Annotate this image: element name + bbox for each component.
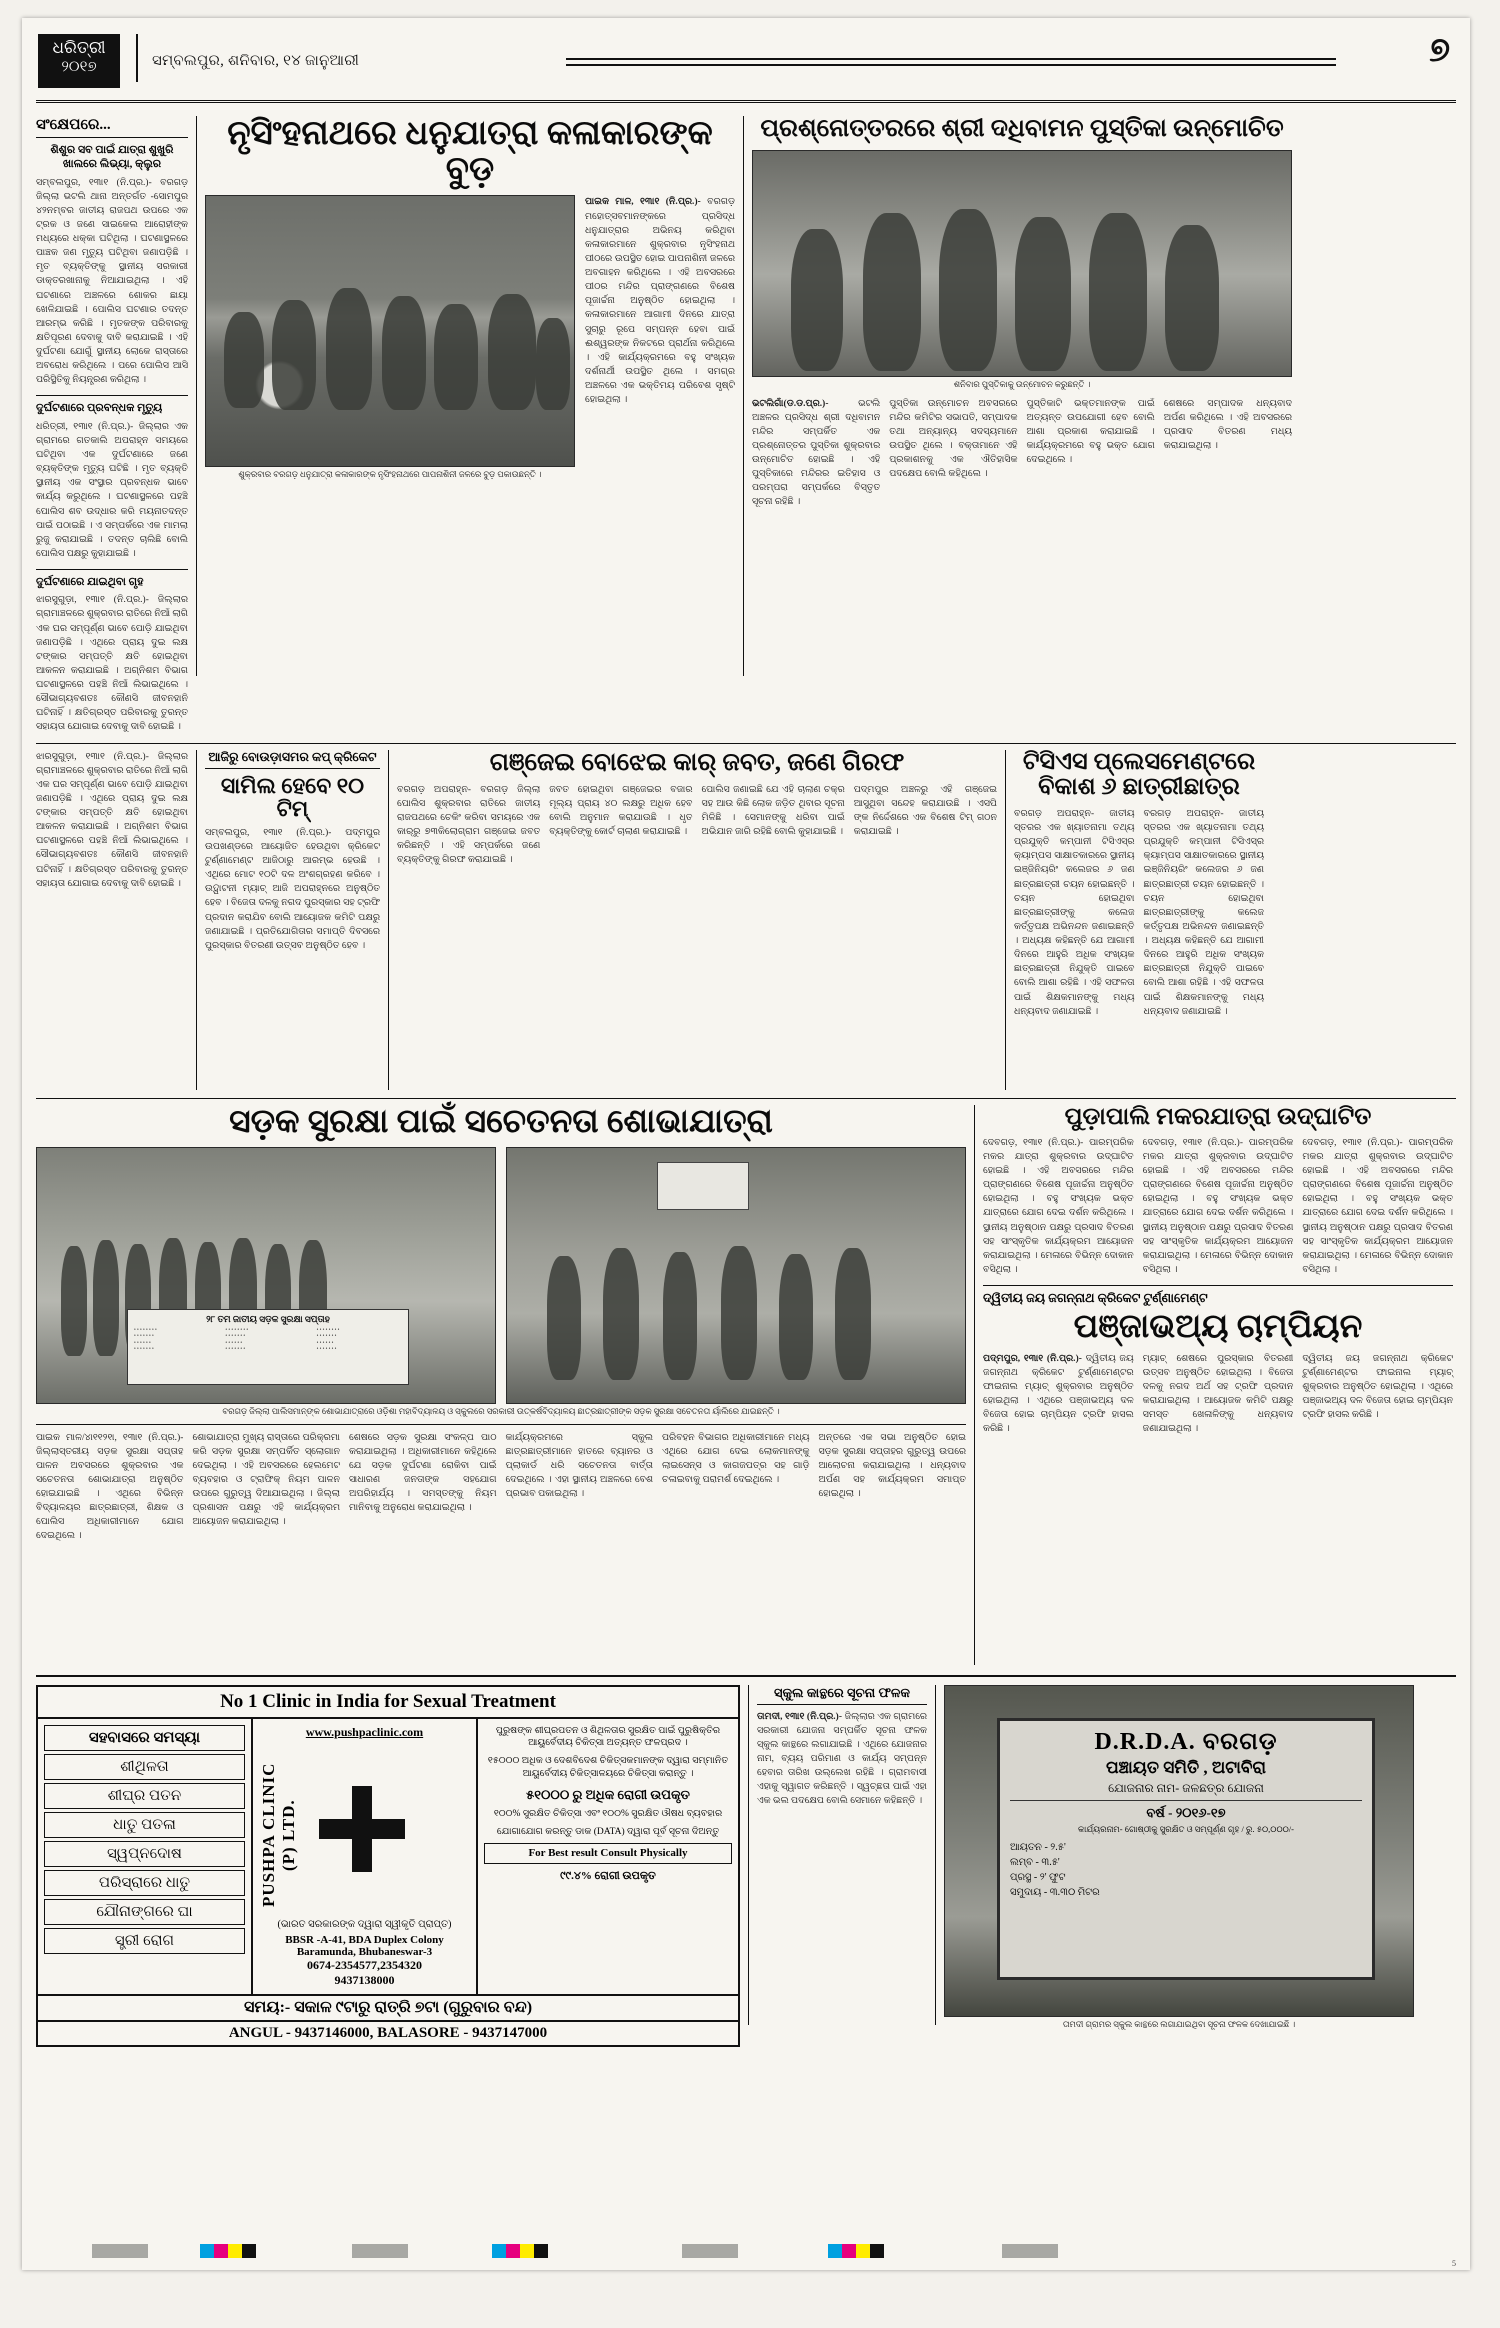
ad-clinic-name-vertical: PUSHPA CLINIC (P) LTD. <box>259 1762 298 1907</box>
board-photo <box>944 1685 1414 2017</box>
cricket-headline: ସାମିଲ ହେବେ ୧୦ ଟିମ୍ <box>220 772 365 821</box>
top-right-story <box>752 116 1292 735</box>
bottom-right-dateline: ତାମଦୀ, ୧୩ା୧ (ନି.ପ୍ର.)- <box>757 1711 843 1722</box>
lead-dateline: ପାଇକ ମାଳ, ୧୩ା୧ (ନି.ପ୍ର.)- <box>585 197 701 208</box>
ad-branches[interactable]: ANGUL - 9437146000, BALASORE - 9437147000 <box>38 2020 738 2045</box>
ad-symptom-4: ସ୍ୱପ୍ନଦୋଷ <box>44 1841 245 1867</box>
jagannath-kicker: ଦ୍ୱିତୀୟ ଜୟ ଜଗନ୍ନାଥ କ୍ରିକେଟ ଟୁର୍ଣ୍ଣାମେଣ୍ଟ <box>983 1285 1453 1306</box>
page-sheet <box>22 18 1470 2270</box>
masthead-rule <box>566 58 1336 66</box>
reg-dot-yellow-1 <box>228 2244 242 2258</box>
medical-cross-icon <box>319 1786 405 1872</box>
reg-dot-yellow-3 <box>856 2244 870 2258</box>
ad-timing: ସମୟ:- ସକାଳ ୯ଟାରୁ ରାତ୍ରି ୭ଟା (ଗୁରୁବାର ବନ୍ଦ) <box>38 1994 738 2020</box>
rally-photo-caption: ବରଗଡ଼ ଜିଲ୍ଲା ପାଲିସମାନ୍‌ଙ୍କ ଶୋଭାଯାତ୍ରାରେ ଓଡ଼ିଶା ମହାବିଦ୍ୟାଳୟ ଓ ସ୍କୁଲରେ ସରକାରୀ ଉତ୍କର୍ଷବିଦ୍ୟାଳୟ ଛାତ୍ରଛାତ୍ରୀଙ୍କ ସଡ଼କ ସୁରକ୍ଷା ସଚେତନତା ର୍ୟାଲିରେ ଯାଇଛନ୍ତି । <box>222 1407 780 1417</box>
section-rule-2 <box>36 1098 1456 1099</box>
ganja-col-4: ପଦ୍ମପୁର ଅଞ୍ଚଳରୁ ଏହି ଗଞ୍ଜେଇ ଆସୁଥିବା ସନ୍ଦେହ କରାଯାଉଛି । ଏସପି ଙ୍କ ନିର୍ଦ୍ଦେଶରେ ଏକ ବିଶେଷ ଟିମ୍ ଗଠନ କରାଯାଇଛି । <box>853 784 997 838</box>
ad-symptom-3: ଧାତୁ ପତଳା <box>44 1812 245 1838</box>
jagannath-col-1: ଦ୍ୱିତୀୟ ଜୟ ଜଗନ୍ନାଥ କ୍ରିକେଟ ଟୁର୍ଣ୍ଣାମେଣ୍ଟର ଫାଇନାଲ ମ୍ୟାଚ୍ ଶୁକ୍ରବାର ଅନୁଷ୍ଠିତ ହୋଇଥିଲା । ଏଥିରେ ପଞ୍ଜାଭଅ୍ୟ ଦଳ ବିଜେତା ହୋଇ ଚାମ୍ପିୟନ ଟ୍ରଫି ହାସଲ କରିଛି । <box>983 1353 1134 1435</box>
lead-photo <box>205 195 575 467</box>
ad-symptom-5: ପରିସ୍ରାରେ ଧାତୁ <box>44 1870 245 1896</box>
reg-dot-black-3 <box>870 2244 884 2258</box>
reg-dot-black-1 <box>242 2244 256 2258</box>
ad-phones[interactable]: 0674-2354577,2354320 <box>307 1957 422 1972</box>
top-right-photo-caption: ଶନିବାର ପୁସ୍ତିକାକୁ ଉନ୍ମୋଚନ କରୁଛନ୍ତି । <box>953 380 1091 390</box>
jagannath-col-2: ମ୍ୟାଚ୍ ଶେଷରେ ପୁରସ୍କାର ବିତରଣୀ ଉତ୍ସବ ଅନୁଷ୍ଠିତ ହୋଇଥିଲା । ବିଜେତା ଦଳକୁ ନଗଦ ଅର୍ଥ ସହ ଟ୍ରଫି ପ୍ରଦାନ କରାଯାଇଥିଲା । ଆୟୋଜକ କମିଟି ପକ୍ଷରୁ ସମସ୍ତ ଖେଳାଳିଙ୍କୁ ଧନ୍ୟବାଦ ଜଣାଯାଇଥିଲା । <box>1142 1353 1294 1435</box>
rally-photo-left: ୨୮ ତମ ଜାତୀୟ ସଡ଼କ ସୁରକ୍ଷା ସପ୍ତାହ • • • • • • • • • • • • • • • • • • • • • • • • • • • • • • • • • • • • • • • • • • • • • • • • • • • • • • • • • • • • • • • • • • • • • • • • • • • • • • • • • • • • <box>36 1147 496 1404</box>
board-line-9: ସମୁଦାୟ - ୩.୩୦ ମିଟର <box>1010 1886 1100 1898</box>
lead-text: ବରଗଡ଼ ମହୋତ୍ସବମାନଙ୍କରେ ପ୍ରସିଦ୍ଧ ଧନୁଯାତ୍ରାର ଅଭିନୟ କରିଥିବା କଳାକାରମାନେ ଶୁକ୍ରବାର ନୃସିଂହନାଥ ପୀଠରେ ଉପସ୍ଥିତ ହୋଇ ପାପନାଶିନୀ ଜଳରେ ଅବଗାହନ କରିଥିଲେ । ଏହି ଅବସରରେ ପୀଠର ମନ୍ଦିର ପ୍ରାଙ୍ଗଣରେ ବିଶେଷ ପୂଜାର୍ଚ୍ଚନା ଅନୁଷ୍ଠିତ ହୋଇଥିଲା । କଳାକାରମାନେ ଆଗାମୀ ଦିନରେ ଯାତ୍ରା ସୁଚାରୁ ରୂପେ ସମ୍ପନ୍ନ ହେବା ପାଇଁ ଈଶ୍ୱରଙ୍କ ନିକଟରେ ପ୍ରାର୍ଥନା କରିଥିଲେ । ଏହି କାର୍ଯ୍ୟକ୍ରମରେ ବହୁ ସଂଖ୍ୟକ ଦର୍ଶନାର୍ଥୀ ଉପସ୍ଥିତ ଥିଲେ । ସମଗ୍ର ଅଞ୍ଚଳରେ ଏକ ଭକ୍ତିମୟ ପରିବେଶ ସୃଷ୍ଟି ହୋଇଥିଲା । <box>585 197 735 406</box>
print-registration-bars <box>22 2244 1470 2260</box>
top-right-headline: ପ୍ରଶ୍ନୋତ୍ତରରେ ଶ୍ରୀ ଦଧିବାମନ ପୁସ୍ତିକା ଉନ୍ମୋଚିତ <box>760 115 1284 142</box>
reg-dot-cyan-1 <box>200 2244 214 2258</box>
tcs-headline: ଟିସିଏସ ପ୍ଲେସମେଣ୍ଟରେ ବିକାଶ ୬ ଛାତ୍ରୀଛାତ୍ର <box>1022 748 1256 800</box>
ad-right-1: ପୁରୁଷଙ୍କ ଶୀଘ୍ରପତନ ଓ ଶିଥିଳତାର ସୁରକ୍ଷିତ ପାଇଁ ପୁରୁଷିକ୍ତିର ଆୟୁର୍ବେଦୀୟ ଚିକିତ୍ସା ଅତ୍ୟନ୍ତ ଫଳପ୍ରଦ । <box>495 1725 721 1749</box>
column-rule-5 <box>1005 750 1006 1090</box>
makar-col-2: ଦେବଗଡ଼, ୧୩ା୧ (ନି.ପ୍ର.)- ପାରମ୍ପରିକ ମକର ଯାତ୍ରା ଶୁକ୍ରବାର ଉଦ୍‌ଘାଟିତ ହୋଇଛି । ଏହି ଅବସରରେ ମନ୍ଦିର ପ୍ରାଙ୍ଗଣରେ ବିଶେଷ ପୂଜାର୍ଚ୍ଚନା ଅନୁଷ୍ଠିତ ହୋଇଥିଲା । ବହୁ ସଂଖ୍ୟକ ଭକ୍ତ ଯାତ୍ରାରେ ଯୋଗ ଦେଇ ଦର୍ଶନ କରିଥିଲେ । ସ୍ଥାନୀୟ ଅନୁଷ୍ଠାନ ପକ୍ଷରୁ ପ୍ରସାଦ ବିତରଣ ସହ ସାଂସ୍କୃତିକ କାର୍ଯ୍ୟକ୍ରମ ଆୟୋଜନ କରାଯାଇଥିଲା । ମେଳାରେ ବିଭିନ୍ନ ଦୋକାନ ବସିଥିଲା । <box>1142 1137 1294 1275</box>
board-line-3: ଯୋଜନାର ନାମ- ଜଳଛତ୍ର ଯୋଜନା <box>1010 1781 1362 1801</box>
ad-best-result: For Best result Consult Physically <box>484 1843 732 1864</box>
column-rule-2 <box>743 116 744 676</box>
brief-column <box>36 116 196 735</box>
rally-headline: ସଡ଼କ ସୁରକ୍ଷା ପାଇଁ ସଚେତନତା ଶୋଭାଯାତ୍ରା <box>229 1103 773 1140</box>
ad-symptom-6: ଯୌନାଙ୍ଗରେ ଘା <box>44 1899 245 1925</box>
rally-photo-right <box>506 1147 966 1404</box>
reg-bar-gray-1 <box>92 2244 148 2258</box>
logo-line-1: ଧରିତ୍ରୀ <box>52 38 106 57</box>
jagannath-dateline: ପଦ୍ମପୁର, ୧୩ା୧ (ନି.ପ୍ର.)- <box>983 1353 1083 1364</box>
reg-bar-gray-4 <box>1002 2244 1058 2258</box>
brief-text-2: ଧରିତ୍ରୀ, ୧୩ା୧ (ନି.ପ୍ର.)- ଜିଲ୍ଲାର ଏକ ଗ୍ରାମରେ ଗତକାଲି ଅପରାହ୍ନ ସମୟରେ ଘଟିଥିବା ଏକ ଦୁର୍ଘଟଣାରେ ଜଣେ ବ୍ୟକ୍ତିଙ୍କ ମୃତ୍ୟୁ ଘଟିଛି । ମୃତ ବ୍ୟକ୍ତି ସ୍ଥାନୀୟ ଏକ ସଂସ୍ଥାର ପ୍ରବନ୍ଧକ ଭାବେ କାର୍ଯ୍ୟ କରୁଥିଲେ । ଘଟଣାସ୍ଥଳରେ ପହଞ୍ଚି ପୋଲିସ ଶବ ଉଦ୍ଧାର କରି ମୟନାତଦନ୍ତ ପାଇଁ ପଠାଇଛି । ଏ ସମ୍ପର୍କରେ ଏକ ମାମଲା ରୁଜୁ କରାଯାଇଛି । ତଦନ୍ତ ଚାଲିଛି ବୋଲି ପୋଲିସ ପକ୍ଷରୁ କୁହାଯାଇଛି । <box>36 421 188 559</box>
advertisement <box>36 1685 740 2047</box>
ad-symptom-2: ଶୀଘ୍ର ପତନ <box>44 1783 245 1809</box>
rally-story <box>36 1105 974 1665</box>
masthead <box>36 28 1456 103</box>
board-line-4: ବର୍ଷ - ୨୦୧୬-୧୭ <box>1146 1804 1226 1820</box>
cricket-text: ସମ୍ବଲପୁର, ୧୩ା୧ (ନି.ପ୍ର.)- ପଦ୍ମପୁର ଉପଖଣ୍ଡରେ ଆୟୋଜିତ ହେଉଥିବା କ୍ରିକେଟ ଟୁର୍ଣ୍ଣାମେଣ୍ଟ ଆଜିଠାରୁ ଆରମ୍ଭ ହେଉଛି । ଏଥିରେ ମୋଟ ୧୦ଟି ଦଳ ଅଂଶଗ୍ରହଣ କରିବେ । ଉଦ୍ଘାଟନୀ ମ୍ୟାଚ୍‌ ଆଜି ଅପରାହ୍ନରେ ଅନୁଷ୍ଠିତ ହେବ । ବିଜେତା ଦଳକୁ ନଗଦ ପୁରସ୍କାର ସହ ଟ୍ରଫି ପ୍ରଦାନ କରାଯିବ ବୋଲି ଆୟୋଜକ କମିଟି ପକ୍ଷରୁ ଜଣାଯାଇଛି । ପ୍ରତିଯୋଗିତାର ସମାପ୍ତି ଦିବସରେ ପୁରସ୍କାର ବିତରଣୀ ଉତ୍ସବ ଅନୁଷ୍ଠିତ ହେବ । <box>205 827 380 951</box>
brief-section-label: ସଂକ୍ଷେପରେ... <box>36 116 188 138</box>
brief-text-3: ଝାରସୁଗୁଡ଼ା, ୧୩ା୧ (ନି.ପ୍ର.)- ଜିଲ୍ଲାର ଗ୍ରାମାଞ୍ଚଳରେ ଶୁକ୍ରବାର ରାତିରେ ନିଆଁ ଲାଗି ଏକ ଘର ସମ୍ପୂର୍ଣ୍ଣ ଭାବେ ପୋଡ଼ି ଯାଇଥିବା ଜଣାପଡ଼ିଛି । ଏଥିରେ ପ୍ରାୟ ଦୁଇ ଲକ୍ଷ ଟଙ୍କାର ସମ୍ପତ୍ତି କ୍ଷତି ହୋଇଥିବା ଆକଳନ କରାଯାଇଛି । ଅଗ୍ନିଶମ ବିଭାଗ ଘଟଣାସ୍ଥଳରେ ପହଞ୍ଚି ନିଆଁ ଲିଭାଇଥିଲେ । ସୌଭାଗ୍ୟବଶତଃ କୌଣସି ଜୀବନହାନି ଘଟିନାହିଁ । କ୍ଷତିଗ୍ରସ୍ତ ପରିବାରକୁ ତୁରନ୍ତ ସହାୟତା ଯୋଗାଇ ଦେବାକୁ ଦାବି ହୋଇଛି । <box>36 595 188 733</box>
top-right-dateline: ଭଟଲିଗାଁ(ଡ.ଡ.ପ୍ର.)- <box>752 398 829 409</box>
rally-banner-text: ୨୮ ତମ ଜାତୀୟ ସଡ଼କ ସୁରକ୍ଷା ସପ୍ତାହ <box>206 1314 330 1325</box>
masthead-dateline: ସମ୍ବଲପୁର, ଶନିବାର, ୧୪ ଜାନୁଆରୀ <box>152 53 360 69</box>
jagannath-headline: ପଞ୍ଜାଭଅ୍ୟ ଚାମ୍ପିୟନ <box>1073 1309 1363 1345</box>
ganja-col-2: ଜବତ ହୋଇଥିବା ଗଞ୍ଜେଇର ବଜାର ମୂଲ୍ୟ ପ୍ରାୟ ୪୦ ଲକ୍ଷରୁ ଅଧିକ ହେବ ବୋଲି ଅନୁମାନ କରାଯାଉଛି । ଧୃତ ବ୍ୟକ୍ତିଙ୍କୁ କୋର୍ଟ ଚାଲାଣ କରାଯାଇଛି । <box>549 784 693 838</box>
ganja-col-1: ବରଗଡ଼ ଅପରାହ୍ନ- ବରଗଡ଼ ଜିଲ୍ଲା ପୋଲିସ ଶୁକ୍ରବାର ରାତିରେ ଜାତୀୟ ରାଜପଥରେ ଚେକିଂ କରିବା ସମୟରେ ଏକ କାର୍‌ରୁ ୭୩କିଲୋଗ୍ରାମ ଗଞ୍ଜେଇ ଜବତ କରିଛନ୍ତି । ଏହି ସମ୍ପର୍କରେ ଜଣେ ବ୍ୟକ୍ତିଙ୍କୁ ଗିରଫ କରାଯାଇଛି । <box>397 784 541 866</box>
makar-col-3: ଦେବଗଡ଼, ୧୩ା୧ (ନି.ପ୍ର.)- ପାରମ୍ପରିକ ମକର ଯାତ୍ରା ଶୁକ୍ରବାର ଉଦ୍‌ଘାଟିତ ହୋଇଛି । ଏହି ଅବସରରେ ମନ୍ଦିର ପ୍ରାଙ୍ଗଣରେ ବିଶେଷ ପୂଜାର୍ଚ୍ଚନା ଅନୁଷ୍ଠିତ ହୋଇଥିଲା । ବହୁ ସଂଖ୍ୟକ ଭକ୍ତ ଯାତ୍ରାରେ ଯୋଗ ଦେଇ ଦର୍ଶନ କରିଥିଲେ । ସ୍ଥାନୀୟ ଅନୁଷ୍ଠାନ ପକ୍ଷରୁ ପ୍ରସାଦ ବିତରଣ ସହ ସାଂସ୍କୃତିକ କାର୍ଯ୍ୟକ୍ରମ ଆୟୋଜନ କରାଯାଇଥିଲା । ମେଳାରେ ବିଭିନ୍ନ ଦୋକାନ ବସିଥିଲା । <box>1302 1137 1454 1275</box>
top-right-col-3: ପୁସ୍ତିକାଟି ଭକ୍ତମାନଙ୍କ ପାଇଁ ଅତ୍ୟନ୍ତ ଉପଯୋଗୀ ହେବ ବୋଲି ଆଶା ପ୍ରକାଶ କରାଯାଇଛି । କାର୍ଯ୍ୟକ୍ରମରେ ବହୁ ଭକ୍ତ ଯୋଗ ଦେଇଥିଲେ । <box>1026 398 1155 466</box>
lead-headline: ନୃସିଂହନାଥରେ ଧନୁଯାତ୍ରା କଳାକାରଙ୍କ ବୁଡ଼ <box>227 115 713 188</box>
reg-dot-black-2 <box>534 2244 548 2258</box>
ad-right-3: ୫୧୦୦୦ ରୁ ଅଧିକ ରୋଗୀ ଉପକୃତ <box>526 1786 690 1802</box>
page-footer-marker: 5 <box>1452 2259 1456 2268</box>
ad-symptom-1: ଶୀଥିଳତା <box>44 1754 245 1780</box>
reg-bar-gray-2 <box>352 2244 408 2258</box>
rally-col-2: ଶୋଭାଯାତ୍ରା ମୁଖ୍ୟ ରାସ୍ତାରେ ପରିକ୍ରମା କରି ସଡ଼କ ସୁରକ୍ଷା ସମ୍ପର୍କିତ ସ୍ଲୋଗାନ ଦେଇଥିଲା । ଏହି ଅବସରରେ ହେଲମେଟ ବ୍ୟବହାର ଓ ଟ୍ରାଫିକ୍ ନିୟମ ପାଳନ ଉପରେ ଗୁରୁତ୍ୱ ଦିଆଯାଇଥିଲା । ଜିଲ୍ଲା ପ୍ରଶାସନ ପକ୍ଷରୁ ଏହି କାର୍ଯ୍ୟକ୍ରମ ଆୟୋଜନ କରାଯାଇଥିଲା । <box>192 1432 340 1528</box>
right-stack <box>983 1105 1453 1665</box>
column-rule-1 <box>196 116 197 676</box>
column-rule-6 <box>974 1105 975 1665</box>
board-line-2: ପଞ୍ଚାୟତ ସମିତି , ଅଟାବିରା <box>1105 1757 1267 1777</box>
ganja-col-3: ପୋଲିସ ଜଣାଇଛି ଯେ ଏହି ଚାଲାଣ ଚକ୍ର ସହ ଆଉ କିଛି ଲୋକ ଜଡ଼ିତ ଥିବାର ସୂଚନା ମିଳିଛି । ସେମାନଙ୍କୁ ଧରିବା ପାଇଁ ଅଭିଯାନ ଜାରି ରହିଛି ବୋଲି କୁହାଯାଇଛି । <box>701 784 845 838</box>
top-right-col-4: ଶେଷରେ ସମ୍ପାଦକ ଧନ୍ୟବାଦ ଅର୍ପଣ କରିଥିଲେ । ଏହି ଅବସରରେ ପ୍ରସାଦ ବିତରଣ ମଧ୍ୟ କରାଯାଇଥିଲା । <box>1163 398 1292 451</box>
ad-right-4: ୧୦୦% ସୁରକ୍ଷିତ ଚିକିତ୍ସା ଏବଂ ୧୦୦% ସୁରକ୍ଷିତ ଔଷଧ ବ୍ୟବହାର <box>493 1809 723 1820</box>
reg-dot-cyan-2 <box>492 2244 506 2258</box>
ganja-headline: ଗଞ୍ଜେଇ ବୋଝେଇ କାର୍ ଜବତ, ଜଣେ ଗିରଫ <box>489 748 905 776</box>
makar-col-1: ଦେବଗଡ଼, ୧୩ା୧ (ନି.ପ୍ର.)- ପାରମ୍ପରିକ ମକର ଯାତ୍ରା ଶୁକ୍ରବାର ଉଦ୍‌ଘାଟିତ ହୋଇଛି । ଏହି ଅବସରରେ ମନ୍ଦିର ପ୍ରାଙ୍ଗଣରେ ବିଶେଷ ପୂଜାର୍ଚ୍ଚନା ଅନୁଷ୍ଠିତ ହୋଇଥିଲା । ବହୁ ସଂଖ୍ୟକ ଭକ୍ତ ଯାତ୍ରାରେ ଯୋଗ ଦେଇ ଦର୍ଶନ କରିଥିଲେ । ସ୍ଥାନୀୟ ଅନୁଷ୍ଠାନ ପକ୍ଷରୁ ପ୍ରସାଦ ବିତରଣ ସହ ସାଂସ୍କୃତିକ କାର୍ଯ୍ୟକ୍ରମ ଆୟୋଜନ କରାଯାଇଥିଲା । ମେଳାରେ ବିଭିନ୍ନ ଦୋକାନ ବସିଥିଲା । <box>983 1137 1134 1275</box>
jagannath-col-3: ଦ୍ୱିତୀୟ ଜୟ ଜଗନ୍ନାଥ କ୍ରିକେଟ ଟୁର୍ଣ୍ଣାମେଣ୍ଟର ଫାଇନାଲ ମ୍ୟାଚ୍ ଶୁକ୍ରବାର ଅନୁଷ୍ଠିତ ହୋଇଥିଲା । ଏଥିରେ ପଞ୍ଜାଭଅ୍ୟ ଦଳ ବିଜେତା ହୋଇ ଚାମ୍ପିୟନ ଟ୍ରଫି ହାସଲ କରିଛି । <box>1302 1353 1454 1421</box>
reg-dot-magenta-3 <box>842 2244 856 2258</box>
cricket-kicker: ଆଜିରୁ ବୋଉଡ଼ାସମର କପ୍‌ କ୍ରିକେଟ <box>205 750 380 769</box>
board-line-1: D.R.D.A. ବରଗଡ଼ <box>1094 1728 1278 1755</box>
tcs-col-2: ବରଗଡ଼ ଅପରାହ୍ନ- ଜାତୀୟ ସ୍ତରର ଏକ ଖ୍ୟାତନାମା ତଥ୍ୟ ପ୍ରଯୁକ୍ତି କମ୍ପାନୀ ଟିସିଏସ୍‌ର କ୍ୟାମ୍ପସ ସାକ୍ଷାତକାରରେ ସ୍ଥାନୀୟ ଇଞ୍ଜିନିୟରିଂ କଲେଜର ୬ ଜଣ ଛାତ୍ରଛାତ୍ରୀ ଚୟନ ହୋଇଛନ୍ତି । ଚୟନ ହୋଇଥିବା ଛାତ୍ରଛାତ୍ରୀଙ୍କୁ କଲେଜ କର୍ତ୍ତୃପକ୍ଷ ଅଭିନନ୍ଦନ ଜଣାଇଛନ୍ତି । ଅଧ୍ୟକ୍ଷ କହିଛନ୍ତି ଯେ ଆଗାମୀ ଦିନରେ ଆହୁରି ଅଧିକ ସଂଖ୍ୟକ ଛାତ୍ରଛାତ୍ରୀ ନିଯୁକ୍ତି ପାଇବେ ବୋଲି ଆଶା ରହିଛି । ଏହି ସଫଳତା ପାଇଁ ଶିକ୍ଷକମାନଙ୍କୁ ମଧ୍ୟ ଧନ୍ୟବାଦ ଜଣାଯାଇଛି । <box>1143 808 1264 1017</box>
ad-tagline: (ଭାରତ ସରକାରଙ୍କ ଦ୍ୱାରା ସ୍ୱୀକୃତି ପ୍ରାପ୍ତ) <box>277 1918 452 1930</box>
photo-figures <box>206 196 574 466</box>
column-rule-7 <box>748 1685 749 2025</box>
ad-right-6: ୯୯.୪% ରୋଗୀ ଉପକୃତ <box>560 1870 656 1883</box>
ad-title: No 1 Clinic in India for Sexual Treatment <box>38 1687 738 1719</box>
rally-rule <box>36 1424 966 1425</box>
reg-dot-yellow-2 <box>520 2244 534 2258</box>
lead-photo-caption: ଶୁକ୍ରବାର ବରଗଡ଼ ଧନୁଯାତ୍ରା କଳାକାରଙ୍କ ନୃସିଂହନାଥରେ ପାପନାଶିନୀ ଜଳରେ ବୁଡ଼ ପକାଉଛନ୍ତି । <box>238 470 542 480</box>
mid-left-spacer <box>36 750 196 1090</box>
board-line-8: ପ୍ରସ୍ଥ - ୨' ଫୁଟ <box>1010 1871 1066 1883</box>
masthead-divider <box>136 34 138 82</box>
photo-figures-2 <box>753 151 1291 376</box>
tcs-col-1: ବରଗଡ଼ ଅପରାହ୍ନ- ଜାତୀୟ ସ୍ତରର ଏକ ଖ୍ୟାତନାମା ତଥ୍ୟ ପ୍ରଯୁକ୍ତି କମ୍ପାନୀ ଟିସିଏସ୍‌ର କ୍ୟାମ୍ପସ ସାକ୍ଷାତକାରରେ ସ୍ଥାନୀୟ ଇଞ୍ଜିନିୟରିଂ କଲେଜର ୬ ଜଣ ଛାତ୍ରଛାତ୍ରୀ ଚୟନ ହୋଇଛନ୍ତି । ଚୟନ ହୋଇଥିବା ଛାତ୍ରଛାତ୍ରୀଙ୍କୁ କଲେଜ କର୍ତ୍ତୃପକ୍ଷ ଅଭିନନ୍ଦନ ଜଣାଇଛନ୍ତି । ଅଧ୍ୟକ୍ଷ କହିଛନ୍ତି ଯେ ଆଗାମୀ ଦିନରେ ଆହୁରି ଅଧିକ ସଂଖ୍ୟକ ଛାତ୍ରଛାତ୍ରୀ ନିଯୁକ୍ତି ପାଇବେ ବୋଲି ଆଶା ରହିଛି । ଏହି ସଫଳତା ପାଇଁ ଶିକ୍ଷକମାନଙ୍କୁ ମଧ୍ୟ ଧନ୍ୟବାଦ ଜଣାଯାଇଛି । <box>1014 808 1135 1017</box>
column-rule-4 <box>388 750 389 1090</box>
tcs-story <box>1014 750 1264 1090</box>
section-rule-1 <box>36 743 1456 744</box>
ad-website[interactable]: www.pushpaclinic.com <box>305 1724 424 1739</box>
section-rule-3 <box>36 1675 1456 1677</box>
board-photo-block <box>944 1685 1414 2047</box>
brief-text-1: ସମ୍ବଲପୁର, ୧୩ା୧ (ନି.ପ୍ର.)- ବରଗଡ଼ ଜିଲ୍ଲା ଭଟଲି ଥାନା ଅନ୍ତର୍ଗତ -ସୋମପୁର ୪୨ନମ୍ବର ଜାତୀୟ ରାଜପଥ ଉପରେ ଏକ ଟ୍ରକ ଓ ଜଣେ ସାଇକେଲ ଆରୋହୀଙ୍କ ମଧ୍ୟରେ ଧକ୍କା ଘଟିଥିଲା । ଘଟଣାସ୍ଥଳରେ ପାଞ୍ଚକ ଜଣ ମୃତ୍ୟୁ ଘଟିଥିବା ଜଣାପଡ଼ିଛି । ମୃତ ବ୍ୟକ୍ତିଙ୍କୁ ସ୍ଥାନୀୟ ସରକାରୀ ଡାକ୍ତରଖାନାକୁ ନିଆଯାଇଥିଲା । ଏହି ଘଟଣାରେ ଅଞ୍ଚଳରେ ଶୋକର ଛାୟା ଖେଳିଯାଇଛି । ପୋଲିସ ଘଟଣାର ତଦନ୍ତ ଆରମ୍ଭ କରିଛି । ମୃତକଙ୍କ ପରିବାରକୁ କ୍ଷତିପୂରଣ ଦେବାକୁ ଦାବି କରାଯାଇଛି । ଏହି ଦୁର୍ଘଟଣା ଯୋଗୁଁ ସ୍ଥାନୀୟ ଲୋକେ ରାସ୍ତାରେ ଅବରୋଧ କରିଥିଲେ । ପରେ ପୋଲିସ ଆସି ପରିସ୍ଥିତିକୁ ନିୟନ୍ତ୍ରଣ କରିଥିଲା । <box>36 177 188 386</box>
reg-dot-magenta-1 <box>214 2244 228 2258</box>
bottom-right-text <box>757 1685 927 2047</box>
bottom-right-headline: ସ୍କୁଲ କାନ୍ଥରେ ସୂଚନା ଫଳକ <box>757 1685 927 1705</box>
ad-address-1: BBSR -A-41, BDA Duplex Colony <box>285 1933 444 1946</box>
bottom-right-body: ଜିଲ୍ଲାର ଏକ ଗ୍ରାମରେ ସରକାରୀ ଯୋଜନା ସମ୍ପର୍କିତ ସୂଚନା ଫଳକ ସ୍କୁଲ କାନ୍ଥରେ ଲଗାଯାଇଛି । ଏଥିରେ ଯୋଜନାର ନାମ, ବ୍ୟୟ ପରିମାଣ ଓ କାର୍ଯ୍ୟ ସମ୍ପନ୍ନ ହେବାର ତାରିଖ ଉଲ୍ଲେଖ ରହିଛି । ଗ୍ରାମବାସୀ ଏହାକୁ ସ୍ୱାଗତ କରିଛନ୍ତି । ସ୍ୱଚ୍ଛତା ପାଇଁ ଏହା ଏକ ଭଲ ପଦକ୍ଷେପ ବୋଲି ସେମାନେ କହିଛନ୍ତି । <box>757 1711 927 1807</box>
ad-right-2: ୧୫୦୦୦ ଅଧିକ ଓ ଦେଶବିଦେଶ ଚିକିତ୍ସକମାନଙ୍କ ଦ୍ୱାରା ସମ୍ମାନିତ ଆୟୁର୍ବେଦୀୟ ଚିକିତ୍ସାଳୟରେ ଚିକିତ୍ସା କରାନ୍ତୁ । <box>487 1756 729 1779</box>
board-photo-caption: ତାମଦୀ ଗ୍ରାମର ସ୍କୁଲ କାନ୍ଥରେ ଲଗାଯାଇଥିବା ସୂଚନା ଫଳକ ଦେଖାଯାଇଛି । <box>1062 2019 1296 2029</box>
board-line-5: କାର୍ଯ୍ୟରନାମ- ଗୋଷ୍ଠୀକୁ ସୁରକ୍ଷିତ ଓ ସମ୍ପୂର୍ଣ୍ଣ ଗୃହ / ରୁ. ୫୦,୦୦୦/- <box>1078 1823 1294 1834</box>
brief-headline-2: ଦୁର୍ଘଟଣାରେ ପ୍ରବନ୍ଧକ ମୃତ୍ୟୁ <box>36 395 188 415</box>
logo-line-2: ୨୦୧୭ <box>61 59 97 76</box>
reg-bar-gray-3 <box>682 2244 738 2258</box>
top-right-col-2: ପୁସ୍ତିକା ଉନ୍ମୋଚନ ଅବସରରେ ମନ୍ଦିର କମିଟିର ସଭାପତି, ସମ୍ପାଦକ ତଥା ଅନ୍ୟାନ୍ୟ ସଦସ୍ୟମାନେ ଉପସ୍ଥିତ ଥିଲେ । ବକ୍ତାମାନେ ଏହି ପ୍ରକାଶନକୁ ଏକ ଐତିହାସିକ ପଦକ୍ଷେପ ବୋଲି କହିଥିଲେ । <box>889 398 1018 480</box>
top-right-photo <box>752 150 1292 377</box>
ganja-story <box>397 750 997 1090</box>
page-number: ୭ <box>1429 32 1450 69</box>
brief-overflow-text: ଝାରସୁଗୁଡ଼ା, ୧୩ା୧ (ନି.ପ୍ର.)- ଜିଲ୍ଲାର ଗ୍ରାମାଞ୍ଚଳରେ ଶୁକ୍ରବାର ରାତିରେ ନିଆଁ ଲାଗି ଏକ ଘର ସମ୍ପୂର୍ଣ୍ଣ ଭାବେ ପୋଡ଼ି ଯାଇଥିବା ଜଣାପଡ଼ିଛି । ଏଥିରେ ପ୍ରାୟ ଦୁଇ ଲକ୍ଷ ଟଙ୍କାର ସମ୍ପତ୍ତି କ୍ଷତି ହୋଇଥିବା ଆକଳନ କରାଯାଇଛି । ଅଗ୍ନିଶମ ବିଭାଗ ଘଟଣାସ୍ଥଳରେ ପହଞ୍ଚି ନିଆଁ ଲିଭାଇଥିଲେ । ସୌଭାଗ୍ୟବଶତଃ କୌଣସି ଜୀବନହାନି ଘଟିନାହିଁ । କ୍ଷତିଗ୍ରସ୍ତ ପରିବାରକୁ ତୁରନ୍ତ ସହାୟତା ଯୋଗାଇ ଦେବାକୁ ଦାବି ହୋଇଛି । <box>36 751 188 889</box>
reg-dot-cyan-3 <box>828 2244 842 2258</box>
column-rule-3 <box>196 750 197 1090</box>
brief-headline-3: ଦୁର୍ଘଟଣାରେ ଯାଇଥିବା ଗୃହ <box>36 569 188 589</box>
ad-right-5: ଯୋଗାଯୋଗ କରନ୍ତୁ ଡାକ (DATA) ଦ୍ୱାରା ପୂର୍ବ ସୂଚନା ଦିଅନ୍ତୁ <box>496 1827 720 1838</box>
ad-address-2: Baramunda, Bhubaneswar-3 <box>296 1945 433 1958</box>
rally-col-6: ଅନ୍ତରେ ଏକ ସଭା ଅନୁଷ୍ଠିତ ହୋଇ ସଡ଼କ ସୁରକ୍ଷା ସପ୍ତାହର ଗୁରୁତ୍ୱ ଉପରେ ଆଲୋଚନା କରାଯାଇଥିଲା । ଧନ୍ୟବାଦ ଅର୍ପଣ ସହ କାର୍ଯ୍ୟକ୍ରମ ସମାପ୍ତ ହୋଇଥିଲା । <box>818 1432 966 1500</box>
rally-col-3: ଶେଷରେ ସଡ଼କ ସୁରକ୍ଷା ସଂକଳ୍ପ ପାଠ କରାଯାଇଥିଲା । ଅଧିକାରୀମାନେ କହିଥିଲେ ଯେ ସଡ଼କ ଦୁର୍ଘଟଣା ରୋକିବା ପାଇଁ ସାଧାରଣ ଜନତାଙ୍କ ସହଯୋଗ ଅପରିହାର୍ଯ୍ୟ । ସମସ୍ତଙ୍କୁ ନିୟମ ମାନିବାକୁ ଅନୁରୋଧ କରାଯାଇଥିଲା । <box>349 1432 497 1514</box>
cricket-story <box>205 750 380 1090</box>
rally-col-1: ପାଇକ ମାଳ/୪ା୧୧୨୧ା, ୧୩ା୧ (ନି.ପ୍ର.)- ଜିଲ୍ଲାସ୍ତରୀୟ ସଡ଼କ ସୁରକ୍ଷା ସପ୍ତାହ ପାଳନ ଅବସରରେ ଶୁକ୍ରବାର ଏକ ସଚେତନତା ଶୋଭାଯାତ୍ରା ଅନୁଷ୍ଠିତ ହୋଇଯାଇଛି । ଏଥିରେ ବିଭିନ୍ନ ବିଦ୍ୟାଳୟର ଛାତ୍ରଛାତ୍ରୀ, ଶିକ୍ଷକ ଓ ପୋଲିସ ଅଧିକାରୀମାନେ ଯୋଗ ଦେଇଥିଲେ । <box>36 1432 184 1542</box>
ad-mobile[interactable]: 9437138000 <box>334 1972 395 1987</box>
lead-story <box>205 116 735 735</box>
top-right-col-1: ଭଟଲି ଅଞ୍ଚଳର ପ୍ରସିଦ୍ଧ ଶ୍ରୀ ଦଧିବାମନ ମନ୍ଦିର ସମ୍ପର୍କିତ ଏକ ପ୍ରଶ୍ନୋତ୍ତର ପୁସ୍ତିକା ଶୁକ୍ରବାର ଉନ୍ମୋଚିତ ହୋଇଛି । ଏହି ପୁସ୍ତିକାରେ ମନ୍ଦିରର ଇତିହାସ ଓ ପରମ୍ପରା ସମ୍ପର୍କରେ ବିସ୍ତୃତ ସୂଚନା ରହିଛି । <box>752 398 881 508</box>
ad-symptom-heading: ସହବାସରେ ସମସ୍ୟା <box>44 1725 245 1751</box>
rally-col-4: କାର୍ଯ୍ୟକ୍ରମରେ ସ୍କୁଲ ଛାତ୍ରଛାତ୍ରୀମାନେ ହାତରେ ବ୍ୟାନର ଓ ପ୍ଲାକାର୍ଡ ଧରି ସଚେତନତା ବାର୍ତ୍ତା ଦେଇଥିଲେ । ଏହା ସ୍ଥାନୀୟ ଅଞ୍ଚଳରେ ବେଶ ପ୍ରଭାବ ପକାଇଥିଲା । <box>505 1432 653 1500</box>
reg-dot-magenta-2 <box>506 2244 520 2258</box>
board-line-7: ଲମ୍ବ - ୩.୫' <box>1010 1856 1060 1868</box>
newspaper-logo <box>38 34 120 88</box>
column-rule-8 <box>935 1685 936 2025</box>
rally-col-5: ପରିବହନ ବିଭାଗର ଅଧିକାରୀମାନେ ମଧ୍ୟ ଏଥିରେ ଯୋଗ ଦେଇ ଲୋକମାନଙ୍କୁ ଲାଇସେନ୍ସ ଓ କାଗଜପତ୍ର ସହ ଗାଡ଼ି ଚଳାଇବାକୁ ପରାମର୍ଶ ଦେଇଥିଲେ । <box>662 1432 810 1485</box>
ad-symptom-7: ସ୍ତ୍ରୀ ରୋଗ <box>44 1928 245 1954</box>
brief-headline-1: ଶିଶୁର ସବ ପାଇଁ ଯାତ୍ରା ଶୁଖୁରି ଖାଲରେ ଲିଭ୍ୟା, କ୍ଲୁର <box>50 144 174 171</box>
makar-headline: ପୁଡ଼ାପାଲି ମକରଯାତ୍ରା ଉଦ୍‌ଘାଟିତ <box>1064 1103 1372 1130</box>
board-line-6: ଆୟତନ - ୨.୫' <box>1010 1841 1066 1853</box>
